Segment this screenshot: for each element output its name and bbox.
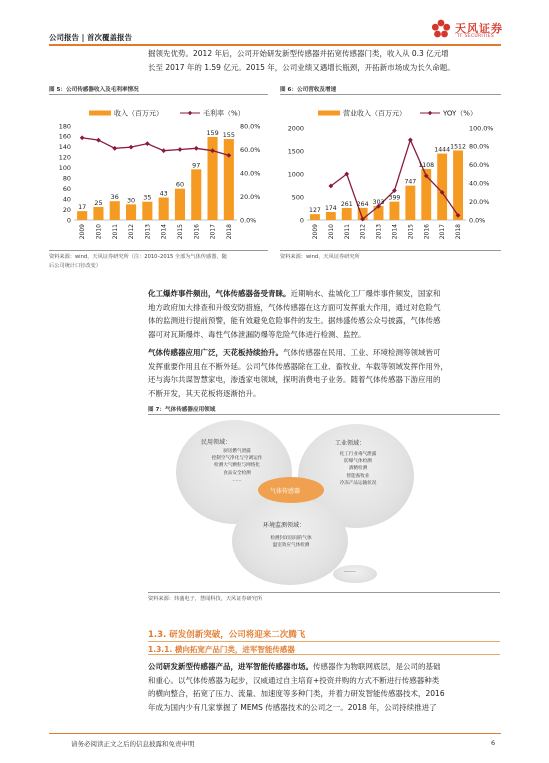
legend-bar-swatch [89,111,111,116]
smart-line: 年成为国内少有几家掌握了 MEMS 传感器技术的公司之一。2018 年，公司持续推进了 [148,702,437,712]
logo [430,18,510,44]
x-tick-label: 2011 [111,224,119,240]
footer-disclaimer: 请务必阅读正文之后的信息披露和免责申明 [71,740,195,748]
data-label: 60 [175,180,185,189]
y2-tick-label: 20.0% [469,197,490,206]
x-tick-label: 2015 [176,224,184,240]
data-label: 399 [388,194,401,202]
bar [77,211,87,220]
bar [126,204,136,220]
smart-lead: 公司研发新型传感器产品，进军智能传感器市场。 [148,662,313,671]
civil-item: 控制空气净化与空调运作 [211,456,263,462]
bar [310,214,320,220]
data-label: 261 [340,200,353,208]
figure6-title-rule [280,94,501,95]
line-marker [194,146,199,151]
line-marker [96,138,101,143]
footer-divider [49,733,501,734]
y2-tick-label: 0.0% [240,216,257,225]
legend-bar-label: 收入（百万元） [114,109,163,118]
industrial-item: 冷冻产品运输状况 [339,480,377,486]
application-lead: 气体传感器应用广泛，天花板持续抬升。 [148,348,283,357]
data-label: 25 [94,198,103,207]
legend-line-marker [188,111,192,115]
data-label: 155 [222,131,235,140]
bar [159,198,169,220]
civil-item: 检测大气颗粒与网络化 [214,463,260,469]
bar [224,139,234,220]
y2-tick-label: 100.0% [469,124,494,133]
logo-text-cn: 天风证券 [455,22,503,35]
y-tick-label: 80 [62,174,71,183]
x-tick-label: 2016 [193,224,201,240]
application-paragraph [148,346,500,400]
data-label: 30 [126,196,136,205]
legend-line-label: YOY（%） [443,109,477,118]
environment-title: 环境监测领域： [263,522,306,529]
y-tick-label: 160 [58,132,71,141]
y-tick-label: 1500 [287,147,304,156]
smart-sensor-paragraph [148,660,500,714]
x-tick-label: 2010 [95,224,103,240]
figure7-title: 图 7：气体传感器应用领域 [148,407,216,413]
x-tick-label: 2016 [423,224,431,240]
data-label: 1108 [418,162,435,170]
bar [93,207,103,220]
bar [110,201,120,220]
x-tick-label: 2017 [209,224,217,240]
figure6-chart [280,96,502,248]
data-label: 127 [309,207,321,215]
data-label: 17 [78,203,87,212]
y-tick-label: 100 [58,164,71,173]
figure5-bottom-rule [49,250,268,251]
y-tick-label: 40 [62,195,71,204]
section-title: 1.3. 研发创新突破，公司将迎来二次腾飞 [148,630,306,640]
x-tick-label: 2015 [407,224,415,240]
bar [437,154,447,220]
x-tick-label: 2018 [455,224,463,240]
section-rule [148,641,500,642]
application-line: 还与海尔共谋智慧家电，渗透家电领域，探明消费电子业务。随着气体传感器下游应用的 [148,375,441,384]
logo-text-en: TF SECURITIES [457,34,495,39]
y-tick-label: 140 [58,143,71,152]
legend-bar-swatch [318,111,340,116]
data-label: 747 [404,178,417,186]
x-tick-label: 2011 [343,224,351,240]
figure6-source [280,253,360,262]
environment-list [250,535,332,549]
data-label: 1512 [450,143,466,151]
industrial-title: 工业领域： [335,440,366,447]
center-label: 气体传感器 [270,488,301,495]
smart-line: 和重心。以气体传感器为起步，汉威通过自主培育+投资并购的方式不断进行传感器种类 [148,675,440,685]
civil-item: 厨房燃气泄露 [223,449,251,454]
data-label: 1444 [434,146,451,154]
bar [142,202,152,220]
y-tick-label: 0 [66,216,71,225]
x-tick-label: 2017 [439,224,447,240]
industrial-list [318,451,398,487]
figure7-bottom-rule [148,592,500,593]
y2-tick-label: 80.0% [240,122,261,131]
more-label: …… [344,567,356,574]
civil-title: 民用领域： [201,439,232,446]
figure7-title-rule [148,414,500,415]
y-tick-label: 0 [299,216,304,225]
application-line: 不断开发，其天花板将逐渐抬升。 [148,388,261,398]
intro-paragraph [148,47,500,74]
figure6-bottom-rule [280,250,501,251]
smart-line: 传感器作为物联网底层，是公司的基础 [313,662,441,671]
page-number: 6 [491,739,496,747]
data-label: 303 [372,199,385,207]
header-breadcrumb: 公司报告 | 首次覆盖报告 [49,33,132,42]
bar [175,189,185,220]
intro-line: 掘领先优势。2012 年后，公司开始研发新型传感器并拓宽传感器门类，收入从 0.3 亿元增 [148,49,449,58]
y2-tick-label: 80.0% [469,142,490,151]
y-tick-label: 500 [291,193,304,202]
y2-tick-label: 60.0% [240,145,261,154]
x-tick-label: 2009 [79,224,87,240]
y-tick-label: 20 [62,205,71,214]
legend-line-label: 毛利率（%） [203,109,245,118]
source-line: 资料来源：wind，天风证券研究所 [280,254,360,260]
line-marker [408,138,413,143]
y2-tick-label: 0.0% [469,216,486,225]
x-tick-label: 2013 [144,224,152,240]
y-tick-label: 60 [62,184,71,193]
chemical-line: 近期响水、盐城化工厂爆炸事件频发，国家和 [290,289,441,298]
figure5-chart [49,96,271,248]
bar [191,169,201,220]
x-tick-label: 2013 [375,224,383,240]
environment-item: 温室效应气体检测 [272,543,310,549]
x-tick-label: 2014 [391,224,399,240]
header-divider [49,44,501,46]
legend-line-marker [428,111,432,115]
y2-tick-label: 40.0% [240,169,261,178]
series-line [82,138,229,156]
y-tick-label: 1000 [287,170,304,179]
smart-line: 的横向整合，拓宽了压力、流量、加速度等多种门类，并着力研发智能传感器技术，2016 [148,689,445,698]
chemical-line: 地方政府加大排查和升级安防措施，气体传感器在这方面可发挥重大作用，通过对危险气 [148,302,441,312]
data-label: 97 [192,161,201,170]
data-label: 159 [206,128,219,137]
line-marker [178,147,183,152]
x-tick-label: 2010 [327,224,335,240]
civil-item: …… [232,477,242,483]
chemical-paragraph [148,287,500,341]
y2-tick-label: 20.0% [240,192,261,201]
industrial-item: 化工行业毒气泄露 [339,452,377,457]
chemical-lead: 化工爆炸事件频出，气体传感器备受青睐。 [148,289,291,298]
environment-item: 检测封闭房间的气体 [270,536,312,541]
line-marker [161,148,166,153]
line-marker [80,135,85,140]
logo-flower-icon [430,18,452,40]
data-label: 35 [143,193,152,202]
figure7-source: 资料来源：炜盛电子，慧闻科技，天风证券研究所 [148,596,263,602]
figure6-title: 图 6：公司营收及增速 [280,87,337,93]
data-label: 264 [356,200,369,208]
y2-tick-label: 40.0% [469,179,490,188]
source-line: 后公司统计口径改变） [49,263,101,269]
figure5-title: 图 5：公司传感器收入及毛利率情况 [49,87,139,93]
y2-tick-label: 60.0% [469,161,490,170]
data-label: 174 [324,204,337,212]
bar [405,186,415,220]
data-label: 36 [110,193,119,202]
data-label: 43 [159,189,168,198]
x-tick-label: 2009 [311,224,319,240]
figure5-source [49,253,274,271]
y-tick-label: 2000 [287,124,304,133]
subsection-title: 1.3.1. 横向拓宽产品门类，进军智能传感器 [148,645,295,654]
industrial-item: 防爆气体检测 [344,459,372,465]
industrial-item: 智能畜牧业 [346,473,370,479]
y-tick-label: 180 [58,122,71,131]
application-line: 气体传感器在民用、工业、环境检测等领域皆可 [283,348,441,357]
figure5-title-rule [49,94,268,95]
application-line: 发挥重要作用且在不断外延。公司气体传感器除在工业、畜牧业、车载等领域发挥作用外， [148,361,448,371]
civil-list [196,448,278,484]
bar [390,202,400,220]
x-tick-label: 2014 [160,224,168,240]
intro-line: 长至 2017 年的 1.59 亿元。2015 年，公司业绩又遇增长瓶颈，开拓新市场成为长久命题。 [148,62,455,72]
x-tick-label: 2012 [128,224,136,240]
subsection-rule [148,654,500,655]
civil-item: 食品安全检测 [223,470,251,476]
y-tick-label: 120 [58,153,71,162]
line-marker [145,141,150,146]
source-line: 资料来源：wind，天风证券研究所（注：2010–2015 全部为气体传感器，随 [49,254,227,260]
line-marker [129,145,134,150]
chemical-line: 器可对瓦斯爆炸、毒性气体泄漏防爆等危险气体进行检测、监控。 [148,329,366,339]
chemical-line: 体的监测进行提前预警，能有效避免危险事件的发生。据炜盛传感公众号披露，气体传感 [148,316,441,325]
x-tick-label: 2012 [359,224,367,240]
legend-bar-label: 营业收入（百万元） [343,109,406,118]
x-tick-label: 2018 [225,224,233,240]
line-marker [112,146,117,151]
industrial-item: 酒精检测 [348,466,368,472]
bar [326,212,336,220]
bar [342,208,352,220]
